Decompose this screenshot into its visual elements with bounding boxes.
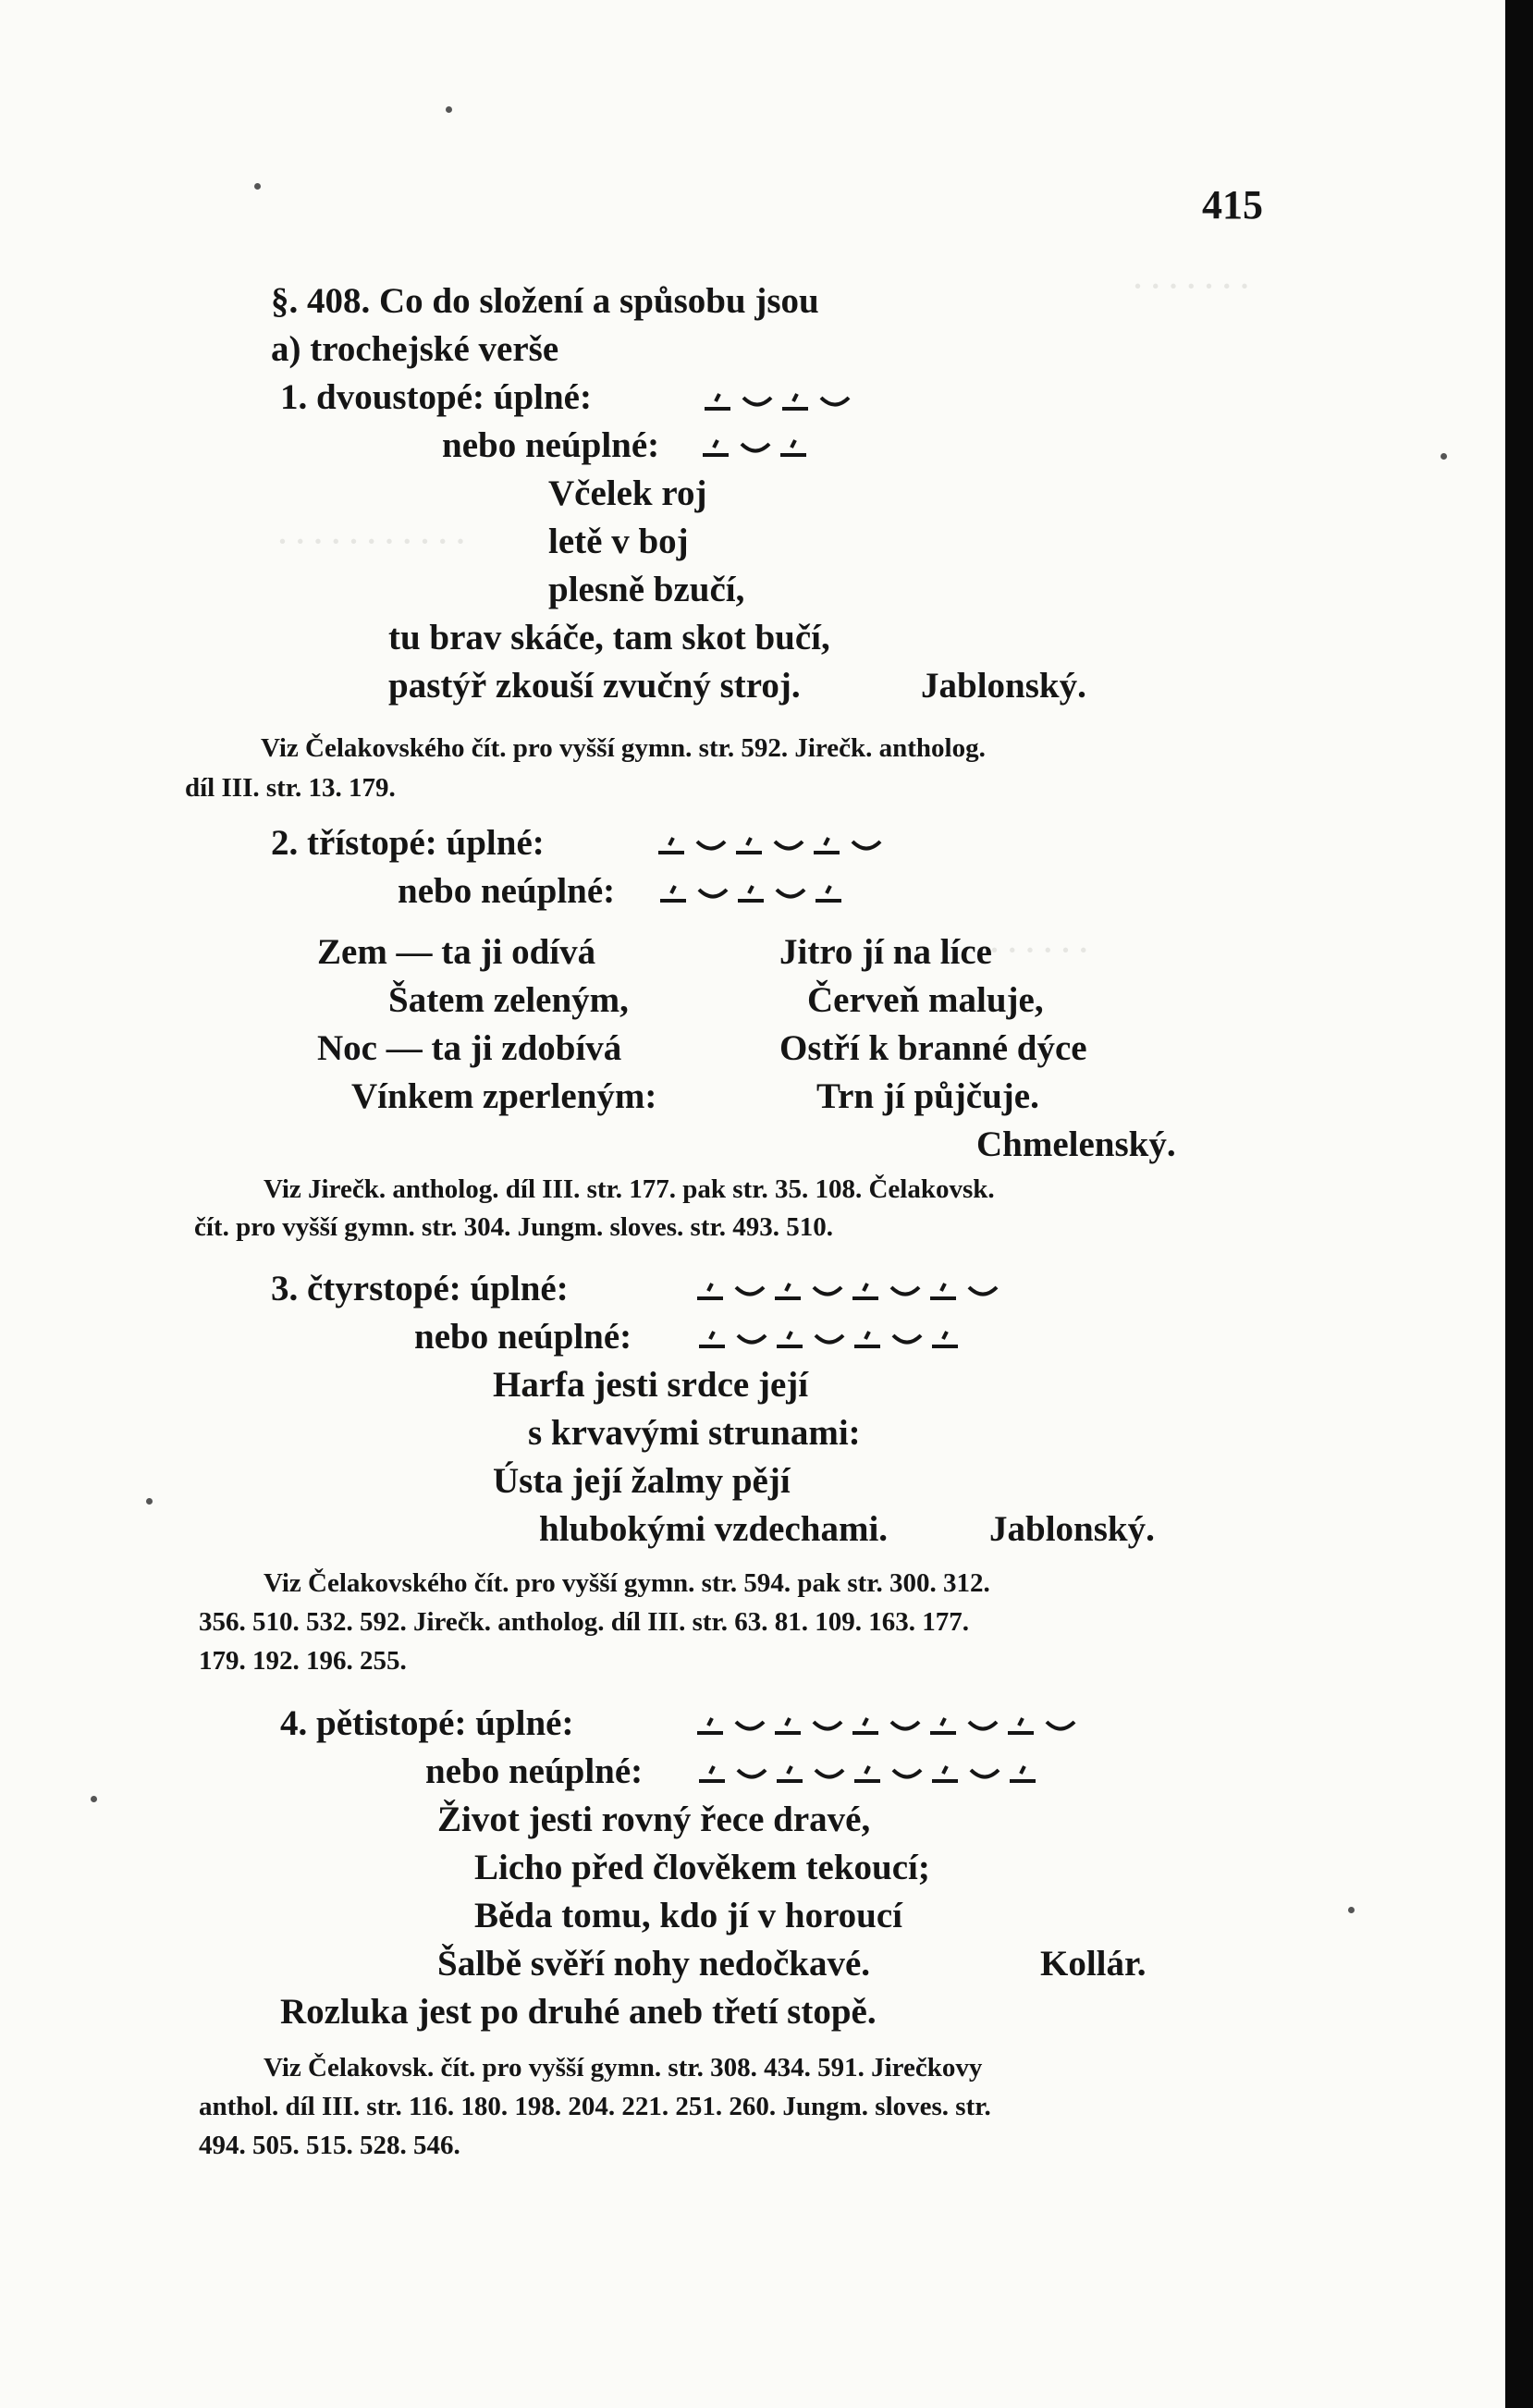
- poem-line: letě v boj: [548, 522, 689, 561]
- reference-note: Viz Čelakovského čít. pro vyšší gymn. str. 592. Jirečk. antholog.: [261, 733, 986, 763]
- meter-label-full: 1. dvoustopé: úplné:: [280, 377, 592, 417]
- poem-line: Jitro jí na líce: [779, 932, 992, 972]
- poem-line: Vínkem zperleným:: [351, 1076, 657, 1116]
- short-syllable-mark: [971, 1770, 999, 1777]
- short-syllable-mark: [816, 1770, 843, 1777]
- poem-author: Jablonský.: [989, 1509, 1155, 1549]
- ink-speck: [1348, 1907, 1355, 1913]
- reference-note: díl III. str. 13. 179.: [185, 773, 396, 803]
- reference-note: 179. 192. 196. 255.: [199, 1646, 407, 1676]
- long-syllable-mark: [854, 1766, 880, 1781]
- short-syllable-mark: [775, 842, 803, 849]
- poem-line: Licho před člověkem tekoucí;: [474, 1848, 930, 1887]
- ink-speck: [146, 1498, 153, 1505]
- short-syllable-mark: [777, 890, 804, 897]
- long-syllable-mark: [852, 1284, 878, 1298]
- ink-speck: [446, 106, 452, 113]
- reference-note: Viz Jirečk. antholog. díl III. str. 177. pak str. 35. 108. Čelakovsk.: [264, 1174, 995, 1204]
- reference-note: 494. 505. 515. 528. 546.: [199, 2131, 460, 2160]
- meter-label-full: 4. pětistopé: úplné:: [280, 1703, 574, 1743]
- long-syllable-mark: [852, 1718, 878, 1733]
- long-syllable-mark: [738, 886, 764, 901]
- long-syllable-mark: [736, 838, 762, 853]
- meter-notation-partial: [699, 431, 821, 459]
- reference-note: anthol. díl III. str. 116. 180. 198. 204. 221. 251. 260. Jungm. sloves. str.: [199, 2092, 991, 2121]
- short-syllable-mark: [736, 1722, 764, 1729]
- poem-author: Chmelenský.: [976, 1124, 1176, 1164]
- short-syllable-mark: [699, 890, 727, 897]
- long-syllable-mark: [782, 394, 808, 409]
- long-syllable-mark: [1008, 1718, 1034, 1733]
- short-syllable-mark: [736, 1287, 764, 1295]
- ink-speck: [254, 183, 261, 190]
- meter-notation-full: [693, 1274, 1010, 1302]
- long-syllable-mark: [816, 886, 841, 901]
- short-syllable-mark: [969, 1287, 997, 1295]
- meter-notation-partial: [656, 877, 856, 904]
- meter-label-partial: nebo neúplné:: [398, 871, 616, 911]
- poem-line: Noc — ta ji zdobívá: [317, 1028, 622, 1068]
- long-syllable-mark: [697, 1718, 723, 1733]
- poem-line: hlubokými vzdechami.: [539, 1509, 889, 1549]
- long-syllable-mark: [777, 1766, 803, 1781]
- poem-line: Ostří k branné dýce: [779, 1028, 1087, 1068]
- scan-border: [1505, 0, 1533, 2408]
- poem-line: Zem — ta ji odívá: [317, 932, 596, 972]
- reference-note: čít. pro vyšší gymn. str. 304. Jungm. sloves. str. 493. 510.: [194, 1212, 833, 1242]
- caesura-note: Rozluka jest po druhé aneb třetí stopě.: [280, 1992, 877, 2032]
- short-syllable-mark: [816, 1335, 843, 1343]
- poem-line: tu brav skáče, tam skot bučí,: [388, 618, 830, 657]
- meter-label-full: 2. třístopé: úplné:: [271, 823, 545, 863]
- short-syllable-mark: [697, 842, 725, 849]
- long-syllable-mark: [699, 1766, 725, 1781]
- short-syllable-mark: [891, 1287, 919, 1295]
- meter-label-partial: nebo neúplné:: [442, 425, 660, 465]
- short-syllable-mark: [743, 398, 771, 405]
- ink-speck: [91, 1796, 97, 1802]
- poem-line: Běda tomu, kdo jí v horoucí: [474, 1896, 903, 1935]
- short-syllable-mark: [969, 1722, 997, 1729]
- long-syllable-mark: [775, 1718, 801, 1733]
- meter-notation-full: [693, 1709, 1087, 1737]
- reference-note: Viz Čelakovského čít. pro vyšší gymn. str. 594. pak str. 300. 312.: [264, 1568, 990, 1598]
- reference-note: 356. 510. 532. 592. Jirečk. antholog. díl III. str. 63. 81. 109. 163. 177.: [199, 1607, 969, 1637]
- poem-author: Kollár.: [1040, 1944, 1147, 1984]
- long-syllable-mark: [660, 886, 686, 901]
- long-syllable-mark: [930, 1284, 956, 1298]
- long-syllable-mark: [930, 1718, 956, 1733]
- long-syllable-mark: [658, 838, 684, 853]
- poem-line: Včelek roj: [548, 473, 707, 513]
- long-syllable-mark: [777, 1332, 803, 1346]
- long-syllable-mark: [699, 1332, 725, 1346]
- long-syllable-mark: [705, 394, 730, 409]
- short-syllable-mark: [891, 1722, 919, 1729]
- short-syllable-mark: [852, 842, 880, 849]
- bleed-through-text: · · · · · · ·: [1133, 270, 1250, 303]
- long-syllable-mark: [932, 1766, 958, 1781]
- short-syllable-mark: [738, 1335, 766, 1343]
- meter-notation-partial: [695, 1322, 973, 1350]
- bleed-through-text: · · · · · ·: [989, 934, 1089, 967]
- meter-label-partial: nebo neúplné:: [425, 1751, 644, 1791]
- long-syllable-mark: [1010, 1766, 1036, 1781]
- poem-line: pastýř zkouší zvučný stroj.: [388, 666, 801, 706]
- short-syllable-mark: [814, 1287, 841, 1295]
- poem-line: Šalbě svěří nohy nedočkavé.: [437, 1944, 871, 1984]
- poem-line: Červeň maluje,: [807, 980, 1044, 1020]
- short-syllable-mark: [814, 1722, 841, 1729]
- short-syllable-mark: [893, 1770, 921, 1777]
- meter-notation-full: [655, 829, 893, 856]
- poem-line: s krvavými strunami:: [528, 1413, 861, 1453]
- poem-line: Život jesti rovný řece dravé,: [437, 1800, 871, 1839]
- poem-line: plesně bzučí,: [548, 570, 745, 609]
- ink-speck: [1441, 453, 1447, 460]
- poem-line: Trn jí půjčuje.: [816, 1076, 1039, 1116]
- long-syllable-mark: [932, 1332, 958, 1346]
- poem-line: Harfa jesti srdce její: [493, 1365, 809, 1405]
- long-syllable-mark: [697, 1284, 723, 1298]
- short-syllable-mark: [742, 444, 769, 451]
- short-syllable-mark: [893, 1335, 921, 1343]
- poem-line: Šatem zeleným,: [388, 980, 629, 1020]
- page-number: 415: [1202, 182, 1263, 227]
- long-syllable-mark: [775, 1284, 801, 1298]
- long-syllable-mark: [703, 440, 729, 455]
- short-syllable-mark: [1047, 1722, 1074, 1729]
- reference-note: Viz Čelakovsk. čít. pro vyšší gymn. str. 308. 434. 591. Jirečkovy: [264, 2053, 983, 2082]
- section-heading: §. 408. Co do složení a spůsobu jsou: [271, 281, 819, 321]
- section-subheading: a) trochejské verše: [271, 329, 559, 369]
- short-syllable-mark: [821, 398, 849, 405]
- long-syllable-mark: [814, 838, 840, 853]
- poem-author: Jablonský.: [921, 666, 1086, 706]
- meter-notation-full: [701, 385, 862, 412]
- bleed-through-text: · · · · · · · · · · ·: [277, 525, 466, 559]
- poem-line: Ústa její žalmy pějí: [493, 1461, 791, 1501]
- meter-label-partial: nebo neúplné:: [414, 1317, 632, 1357]
- short-syllable-mark: [738, 1770, 766, 1777]
- meter-label-full: 3. čtyrstopé: úplné:: [271, 1269, 569, 1308]
- long-syllable-mark: [854, 1332, 880, 1346]
- meter-notation-partial: [695, 1757, 1050, 1785]
- long-syllable-mark: [780, 440, 806, 455]
